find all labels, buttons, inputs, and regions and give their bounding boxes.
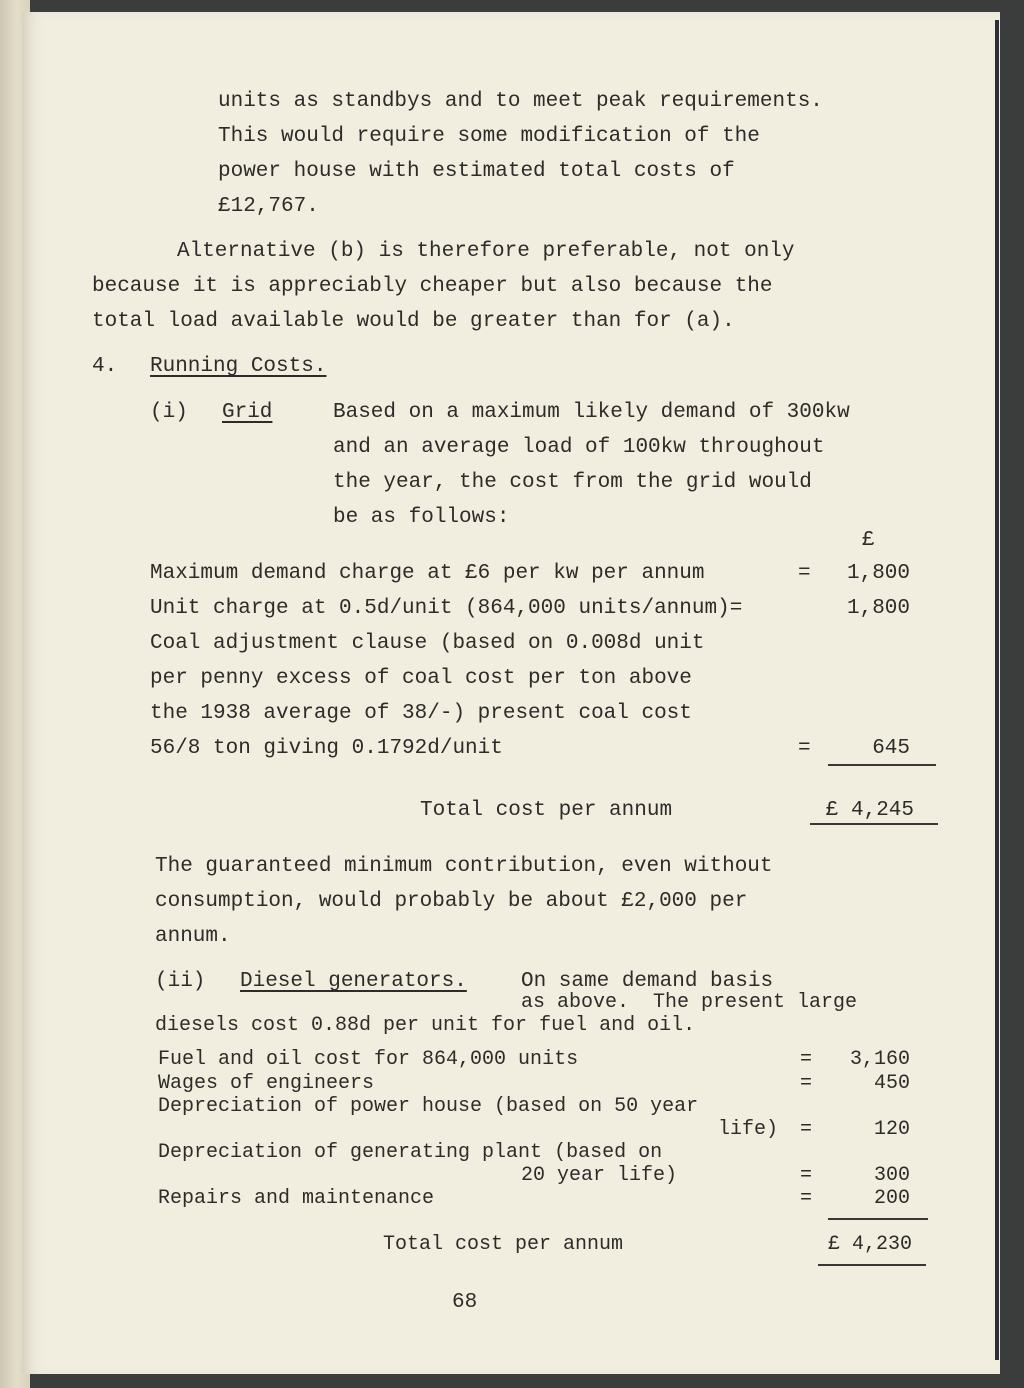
coal-line-2: per penny excess of coal cost per ton above [150,667,692,690]
intro-line-3: power house with estimated total costs of [218,160,735,183]
diesel-row-2-text: Wages of engineers [158,1072,375,1095]
diesel-row-4-value: 300 [873,1164,910,1187]
grid-currency-header: £ [862,529,875,552]
diesel-row-4-text: Depreciation of generating plant (based on [158,1141,663,1164]
diesel-row-2-eq: = [800,1072,813,1095]
grid-text-line-4: be as follows: [333,506,510,529]
diesel-row-3-cont: life) [718,1118,779,1141]
alternative-line-3: total load available would be greater than for (a). [92,310,735,333]
diesel-total-label: Total cost per annum [383,1233,624,1256]
grid-text-line-3: the year, the cost from the grid would [333,471,812,494]
page-edge [995,20,999,1360]
guarantee-line-2: consumption, would probably be about £2,000 per [155,890,748,913]
diesel-row-5-text: Repairs and maintenance [158,1187,435,1210]
grid-row-1-text: Maximum demand charge at £6 per kw per annum [150,562,705,585]
diesel-label: (ii) [155,970,206,993]
guarantee-line-1: The guaranteed minimum contribution, even without [155,855,773,878]
diesel-row-5-eq: = [800,1187,813,1210]
diesel-row-2-value: 450 [873,1072,910,1095]
coal-line-1: Coal adjustment clause (based on 0.008d unit [150,632,705,655]
guarantee-line-3: annum. [155,925,231,948]
diesel-row-3-eq: = [800,1118,813,1141]
intro-line-1: units as standbys and to meet peak requirements. [218,90,823,113]
diesel-intro-3: diesels cost 0.88d per unit for fuel and oil. [155,1014,696,1037]
diesel-row-3-text: Depreciation of power house (based on 50 year [158,1095,699,1118]
grid-row-1-value: 1,800 [846,562,910,585]
diesel-row-1-value: 3,160 [849,1048,910,1071]
diesel-heading: Diesel generators. [240,970,467,993]
grid-row-1-eq: = [798,562,811,585]
alternative-line-1: Alternative (b) is therefore preferable, not only [177,240,795,263]
coal-line-3: the 1938 average of 38/-) present coal cost [150,702,692,725]
section-number: 4. [92,355,118,378]
grid-total-rule [810,823,938,825]
diesel-intro-1: On same demand basis [521,970,774,993]
diesel-subtotal-rule [828,1218,928,1220]
coal-line-4: 56/8 ton giving 0.1792d/unit [150,737,503,760]
diesel-row-5-value: 200 [873,1187,910,1210]
diesel-row-3-value: 120 [873,1118,910,1141]
alternative-line-2: because it is appreciably cheaper but also because the [92,275,773,298]
diesel-row-4-eq: = [800,1164,813,1187]
grid-total-label: Total cost per annum [420,799,673,822]
grid-total-value: £ 4,245 [825,799,914,822]
page-number: 68 [452,1291,478,1314]
diesel-intro-2: as above. The present large [521,991,858,1014]
grid-text-line-1: Based on a maximum likely demand of 300kw [333,401,850,424]
coal-value: 645 [872,737,910,760]
diesel-row-1-eq: = [800,1048,813,1071]
diesel-total-value: £ 4,230 [827,1233,912,1256]
intro-line-4: £12,767. [218,195,319,218]
grid-row-2-text: Unit charge at 0.5d/unit (864,000 units/annum)= [150,597,743,620]
intro-line-2: This would require some modification of the [218,125,760,148]
grid-label: (i) [150,401,188,424]
diesel-row-1-text: Fuel and oil cost for 864,000 units [158,1048,579,1071]
grid-subtotal-rule [828,764,936,766]
section-title: Running Costs. [150,355,327,378]
grid-row-2-value: 1,800 [846,597,910,620]
grid-text-line-2: and an average load of 100kw throughout [333,436,825,459]
grid-heading: Grid [222,401,273,424]
diesel-total-rule [818,1264,926,1266]
diesel-row-4-cont: 20 year life) [521,1164,678,1187]
coal-eq: = [798,737,811,760]
